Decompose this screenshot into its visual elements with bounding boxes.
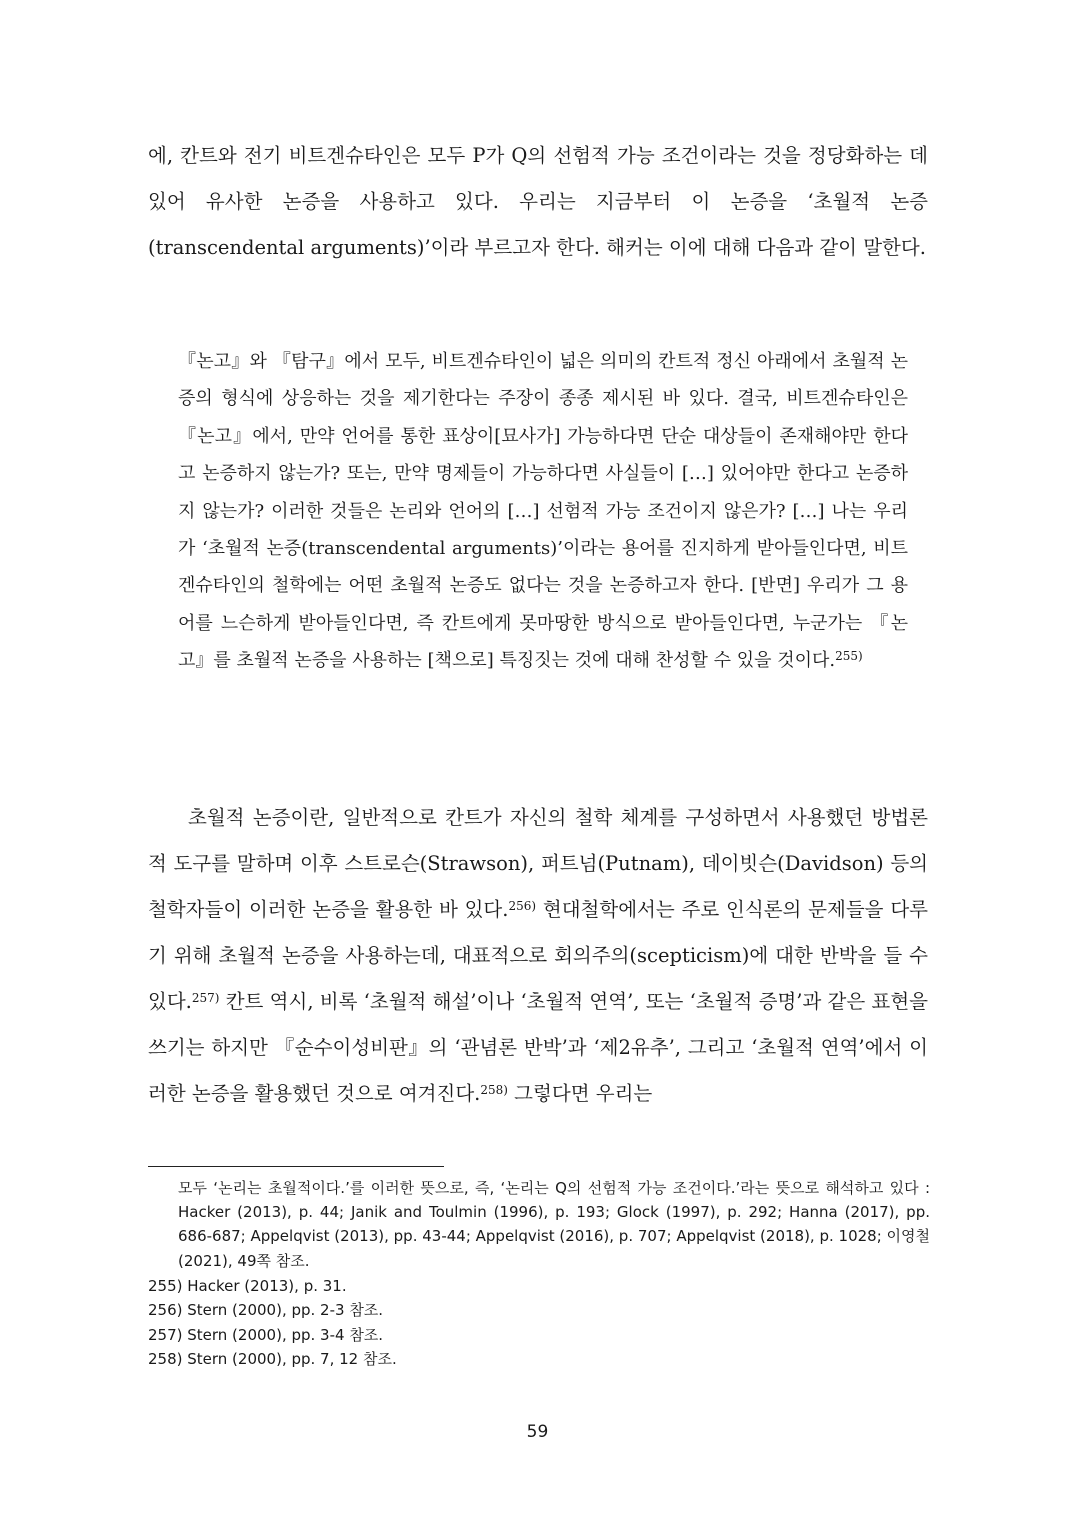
paragraph-text-d: 그렇다면 우리는	[507, 1082, 653, 1105]
footnote-list	[148, 1274, 928, 1371]
body-paragraph-1	[148, 133, 928, 271]
paragraph-text-c: 칸트 역시, 비록 ‘초월적 해설’이나 ‘초월적 연역’, 또는 ‘초월적 증명’과 같은 표현을 쓰기는 하지만 『순수이성비판』의 ‘관념론 반박’과 ‘제2유추’, 그리고 ‘초월적 연역’에서 이러한 논증을 활용했던 것으로 여겨진다.	[148, 990, 928, 1105]
footnote-257: 257) Stern (2000), pp. 3-4 참조.	[148, 1325, 384, 1344]
paragraph-text-a: 초월적 논증이란, 일반적으로 칸트가 자신의 철학 체계를 구성하면서 사용했던 방법론적 도구를 말하며 이후 스트로슨(Strawson), 퍼트넘(Putnam), 데이빗슨(Davidson) 등의 철학자들이 이러한 논증을 활용한 바 있다.	[148, 806, 928, 921]
page-number: 59	[526, 1422, 549, 1442]
block-quote	[178, 343, 908, 680]
footnote-256: 256) Stern (2000), pp. 2-3 참조.	[148, 1301, 384, 1320]
body-paragraph-2	[148, 795, 928, 1117]
footnote-258: 258) Stern (2000), pp. 7, 12 참조.	[148, 1349, 397, 1368]
footnote-ref-258[interactable]: 258)	[480, 1083, 508, 1097]
footnote-ref-256[interactable]: 256)	[508, 899, 537, 913]
paragraph-text-b: 현대철학에서는 주로 인식론의 문제들을 다루기 위해 초월적 논증을 사용하는데, 대표적으로 회의주의(scepticism)에 대한 반박을 들 수 있다.	[148, 898, 928, 1013]
paragraph-text: 에, 칸트와 전기 비트겐슈타인은 모두 P가 Q의 선험적 가능 조건이라는 것을 정당화하는 데 있어 유사한 논증을 사용하고 있다. 우리는 지금부터 이 논증을 ‘초월적 논증(transcendental arguments)’이라 부르고자 한다. 해커는 이에 대해 다음과 같이 말한다.	[148, 144, 928, 259]
footnote-separator	[148, 1166, 444, 1167]
footnote-ref-255[interactable]: 255)	[835, 649, 863, 664]
footnote-continued: 모두 ‘논리는 초월적이다.’를 이러한 뜻으로, 즉, ‘논리는 Q의 선험적 가능 조건이다.’라는 뜻으로 해석하고 있다 : Hacker (2013), p. 44; Janik and Toulmin (1996), p. 193; Glock (1997), p. 292; Hanna (2017), pp. 686-687; Appelqvist (2013), pp. 43-44; Appelqvist (2016), p. 707; Appelqvist (2018), p. 1028; 이영철 (2021), 49쪽 참조.	[178, 1179, 930, 1270]
footnote-ref-257[interactable]: 257)	[191, 991, 220, 1005]
footnote-255: 255) Hacker (2013), p. 31.	[148, 1277, 347, 1295]
quote-text: 『논고』와 『탐구』에서 모두, 비트겐슈타인이 넓은 의미의 칸트적 정신 아래에서 초월적 논증의 형식에 상응하는 것을 제기한다는 주장이 종종 제시된 바 있다. 결국, 비트겐슈타인은 『논고』에서, 만약 언어를 통한 표상이[묘사가] 가능하다면 단순 대상들이 존재해야만 한다고 논증하지 않는가? 또는, 만약 명제들이 가능하다면 사실들이 […] 있어야만 한다고 논증하지 않는가? 이러한 것들은 논리와 언어의 […] 선험적 가능 조건이지 않은가? […] 나는 우리가 ‘초월적 논증(transcendental arguments)’이라는 용어를 진지하게 받아들인다면, 비트겐슈타인의 철학에는 어떤 초월적 논증도 없다는 것을 논증하고자 한다. [반면] 우리가 그 용어를 느슨하게 받아들인다면, 즉 칸트에게 못마땅한 방식으로 받아들인다면, 누군가는 『논고』를 초월적 논증을 사용하는 [책으로] 특징짓는 것에 대해 찬성할 수 있을 것이다.	[178, 351, 908, 672]
